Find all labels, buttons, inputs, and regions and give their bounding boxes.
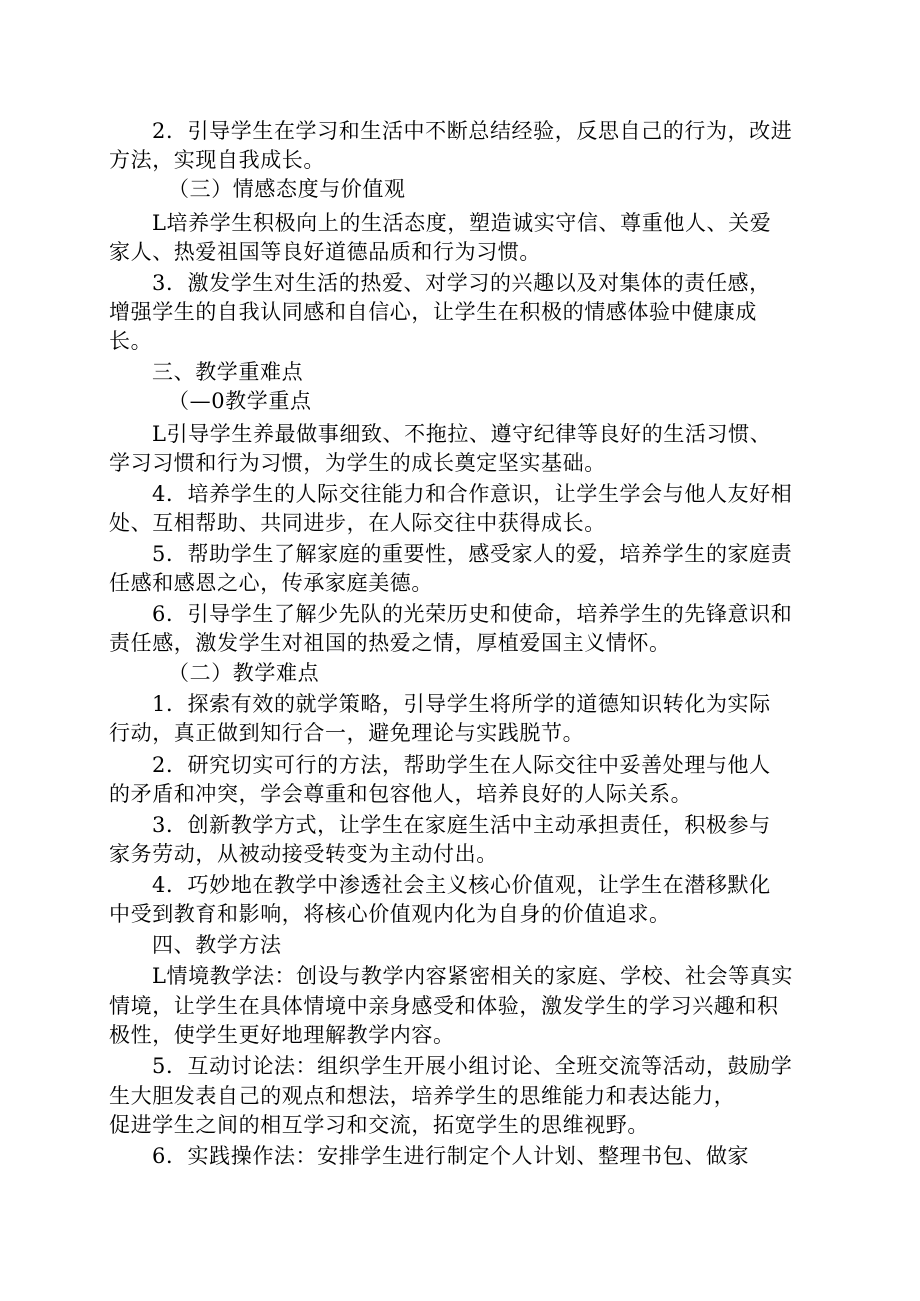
text-line: 1．探索有效的就学策略，引导学生将所学的道德知识转化为实际 xyxy=(152,692,771,716)
text-line: 家务劳动，从被动接受转变为主动付出。 xyxy=(109,842,498,866)
text-line: 方法，实现自我成长。 xyxy=(109,148,325,172)
text-line: 6．引导学生了解少先队的光荣历史和使命，培养学生的先锋意识和 xyxy=(152,602,793,626)
text-line: 任感和感恩之心，传承家庭美德。 xyxy=(109,571,433,595)
text-line: 5．帮助学生了解家庭的重要性，感受家人的爱，培养学生的家庭责 xyxy=(152,542,793,566)
text-line: L情境教学法：创设与教学内容紧密相关的家庭、学校、社会等真实 xyxy=(152,964,793,988)
text-line: 情境，让学生在具体情境中亲身感受和体验，激发学生的学习兴趣和积 xyxy=(109,994,779,1018)
text-line: 增强学生的自我认同感和自信心，让学生在积极的情感体验中健康成 xyxy=(109,300,757,324)
text-line: 4．培养学生的人际交往能力和合作意识，让学生学会与他人友好相 xyxy=(152,482,793,506)
text-line: 生大胆发表自己的观点和想法，培养学生的思维能力和表达能力， xyxy=(109,1084,736,1108)
text-line: 行动，真正做到知行合一，避免理论与实践脱节。 xyxy=(109,721,585,745)
text-line: 2．研究切实可行的方法，帮助学生在人际交往中妥善处理与他人 xyxy=(152,753,771,777)
text-line: L引导学生养最做事细致、不拖拉、遵守纪律等良好的生活习惯、 xyxy=(152,422,772,446)
text-line: 长。 xyxy=(109,329,153,353)
text-line: 处、互相帮助、共同进步，在人际交往中获得成长。 xyxy=(109,511,606,535)
text-line: 6．实践操作法：安排学生进行制定个人计划、整理书包、做家 xyxy=(152,1144,750,1168)
text-line: L培养学生积极向上的生活态度，塑造诚实守信、尊重他人、关爱 xyxy=(152,211,772,235)
text-line: 责任感，激发学生对祖国的热爱之情，厚植爱国主义情怀。 xyxy=(109,631,671,655)
section-heading: 三、教学重难点 xyxy=(152,360,304,384)
text-line: 3．激发学生对生活的热爱、对学习的兴趣以及对集体的责任感， xyxy=(152,271,771,295)
text-line: 2．引导学生在学习和生活中不断总结经验，反思自己的行为，改进 xyxy=(152,119,793,143)
text-line: 4．巧妙地在教学中渗透社会主义核心价值观，让学生在潜移默化 xyxy=(152,873,771,897)
text-line: 促进学生之间的相互学习和交流，拓宽学生的思维视野。 xyxy=(109,1113,649,1137)
section-heading: （三）情感态度与价值观 xyxy=(168,177,406,201)
section-heading: （二）教学难点 xyxy=(168,661,320,685)
text-line: 5．互动讨论法：组织学生开展小组讨论、全班交流等活动，鼓励学 xyxy=(152,1054,793,1078)
section-heading: （—0教学重点 xyxy=(168,389,312,413)
text-line: 学习习惯和行为习惯，为学生的成长奠定坚实基础。 xyxy=(109,451,606,475)
text-line: 极性，使学生更好地理解教学内容。 xyxy=(109,1023,455,1047)
text-line: 3．创新教学方式，让学生在家庭生活中主动承担责任，积极参与 xyxy=(152,813,771,837)
section-heading: 四、教学方法 xyxy=(152,933,282,957)
text-line: 家人、热爱祖国等良好道德品质和行为习惯。 xyxy=(109,240,541,264)
text-line: 的矛盾和冲突，学会尊重和包容他人，培养良好的人际关系。 xyxy=(109,782,693,806)
text-line: 中受到教育和影响，将核心价值观内化为自身的价值追求。 xyxy=(109,902,671,926)
